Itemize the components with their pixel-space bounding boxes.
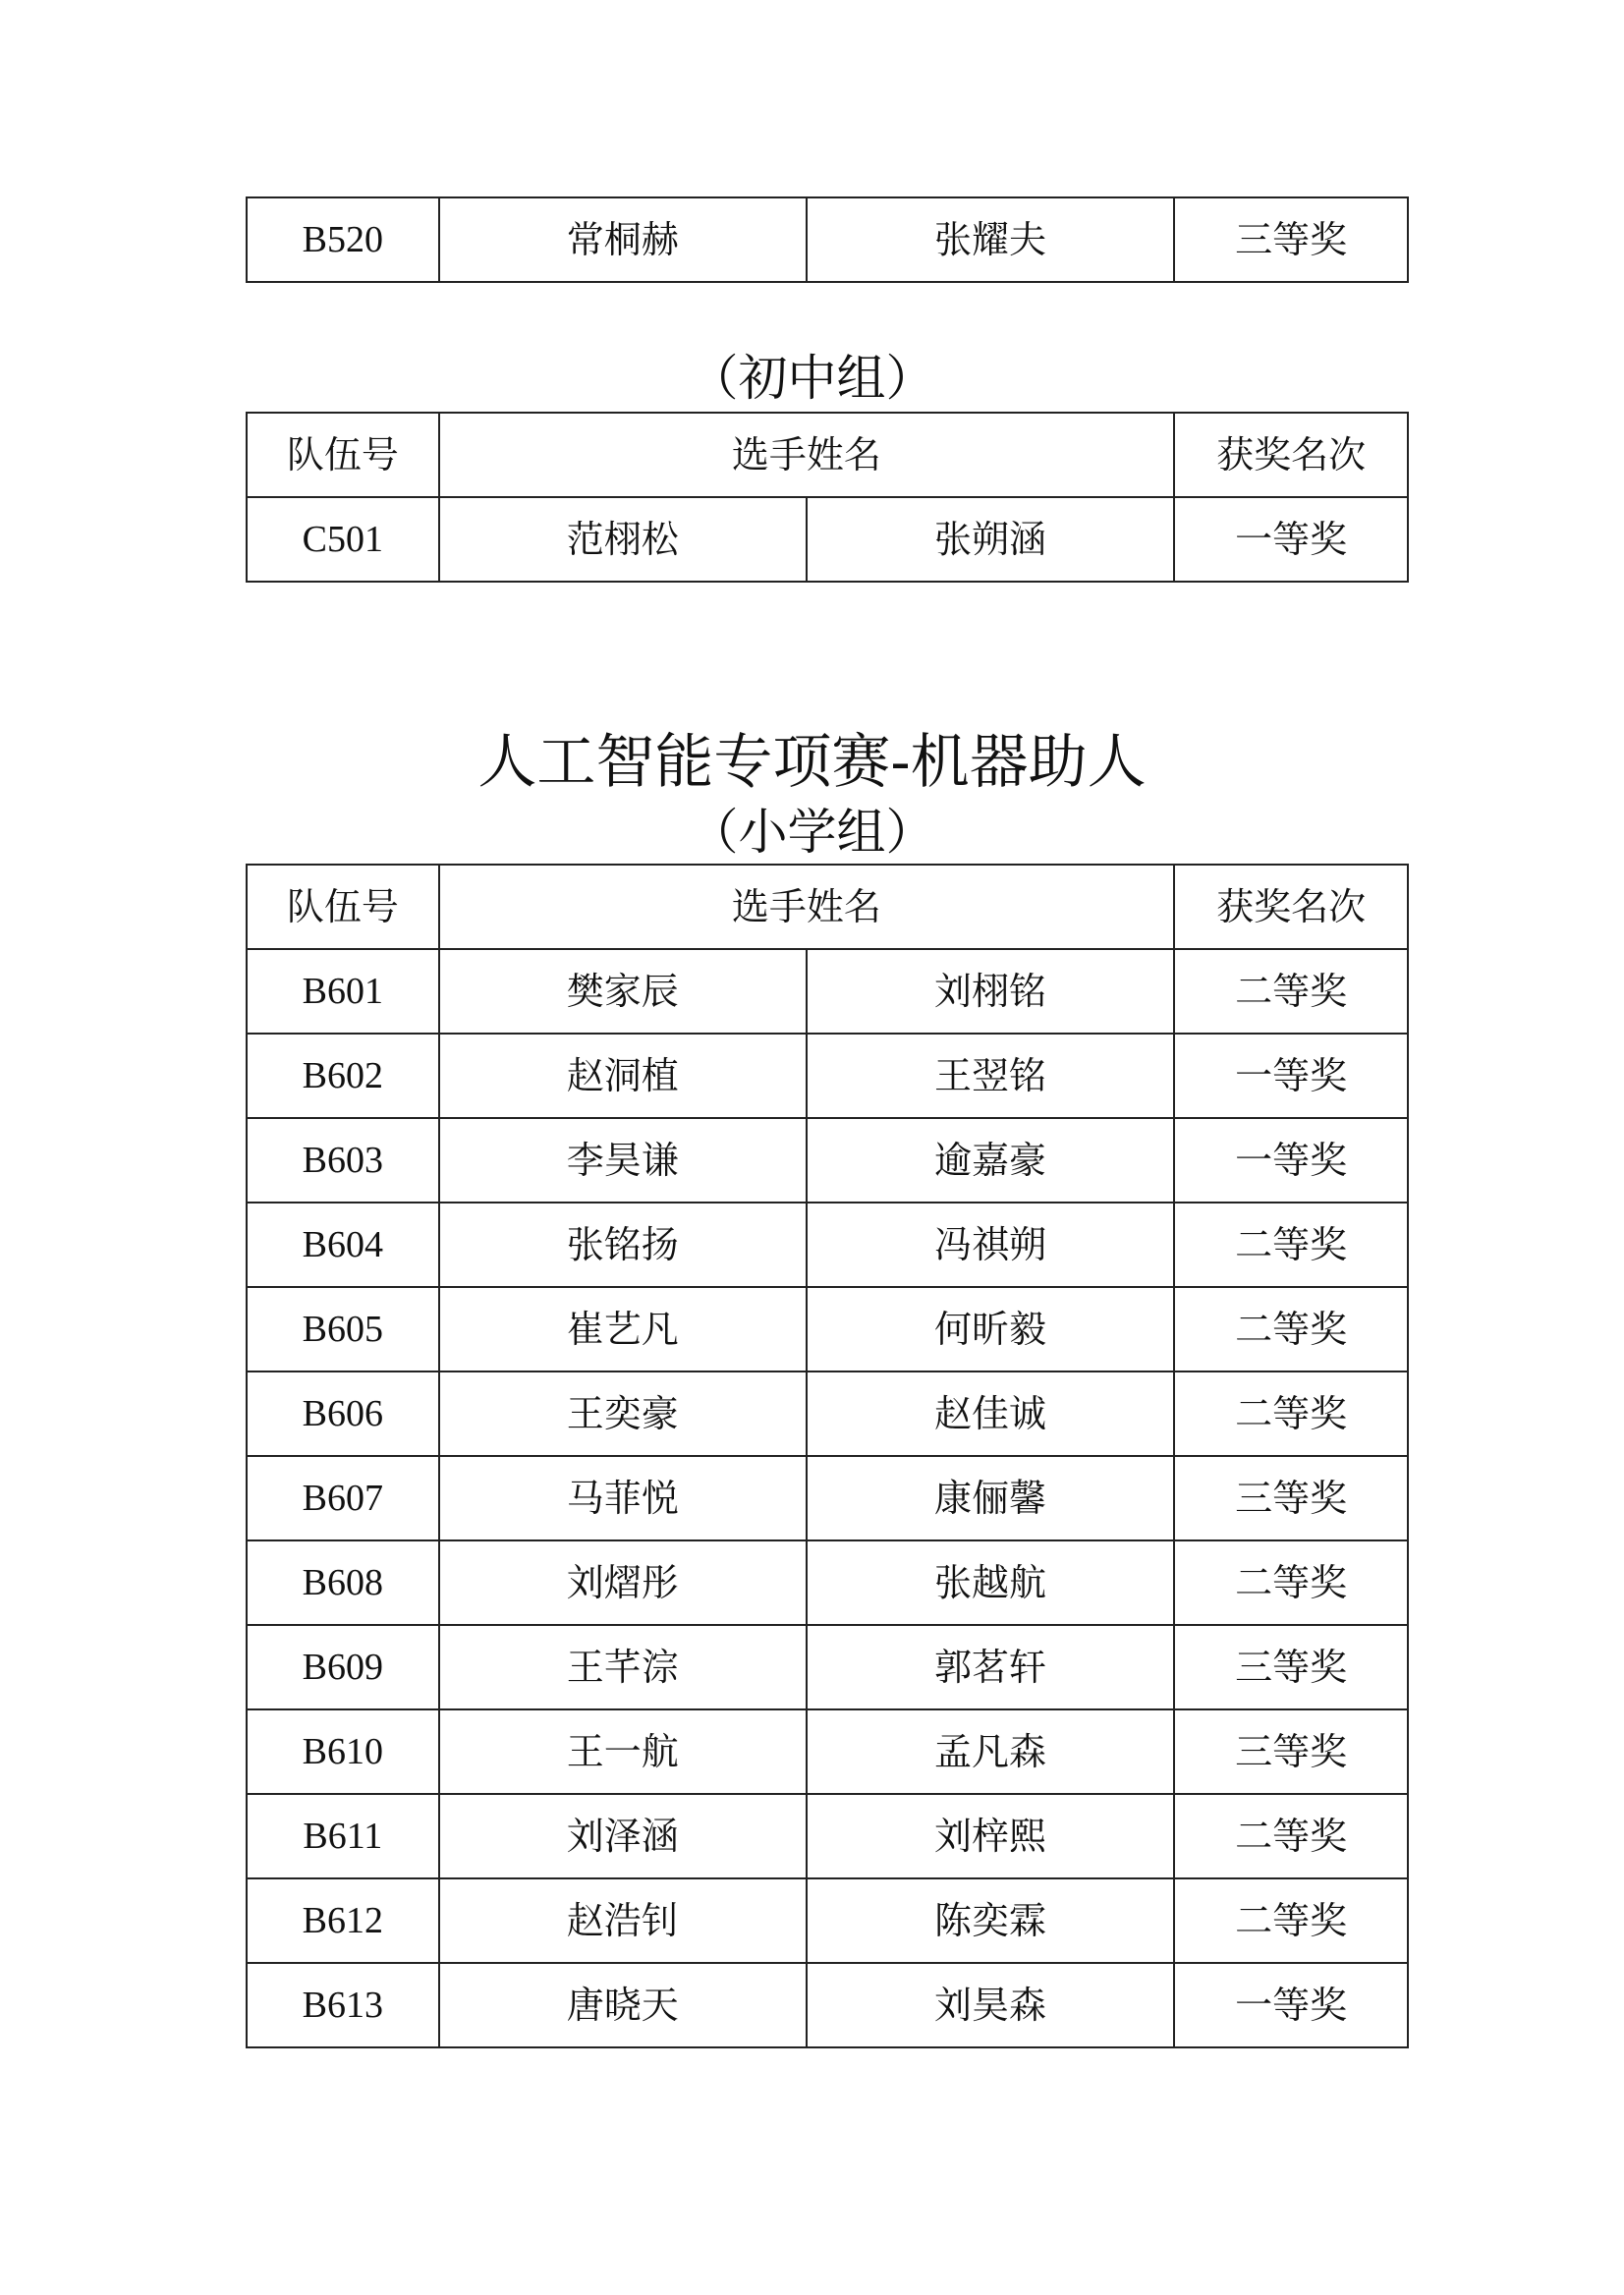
player-name: 赵浩钊 <box>439 1878 807 1963</box>
player-name: 逾嘉豪 <box>807 1118 1174 1203</box>
team-number: B606 <box>247 1371 439 1456</box>
award-rank: 二等奖 <box>1174 949 1408 1034</box>
player-name: 李昊谦 <box>439 1118 807 1203</box>
award-rank: 二等奖 <box>1174 1287 1408 1371</box>
player-name: 赵洞植 <box>439 1034 807 1118</box>
player-name: 马菲悦 <box>439 1456 807 1540</box>
table-row <box>247 1794 1408 1878</box>
table-row <box>247 1878 1408 1963</box>
player-name: 王奕豪 <box>439 1371 807 1456</box>
table-row <box>247 1540 1408 1625</box>
table-row <box>247 949 1408 1034</box>
player-name: 张铭扬 <box>439 1203 807 1287</box>
player-name: 王芊淙 <box>439 1625 807 1709</box>
table-row <box>247 1456 1408 1540</box>
section-title: 人工智能专项赛-机器助人 <box>477 728 1147 797</box>
table-row <box>247 1287 1408 1371</box>
player-name: 刘熠彤 <box>439 1540 807 1625</box>
award-rank: 一等奖 <box>1174 1963 1408 2047</box>
table-row <box>247 497 1408 582</box>
player-name: 范栩松 <box>439 497 807 582</box>
player-name: 孟凡森 <box>807 1709 1174 1794</box>
team-number: B604 <box>247 1203 439 1287</box>
table-row <box>247 1203 1408 1287</box>
team-number: B607 <box>247 1456 439 1540</box>
header-team: 队伍号 <box>247 413 439 497</box>
team-number: B613 <box>247 1963 439 2047</box>
player-name: 崔艺凡 <box>439 1287 807 1371</box>
player-name: 樊家辰 <box>439 949 807 1034</box>
header-players: 选手姓名 <box>439 865 1175 949</box>
table-row <box>247 1625 1408 1709</box>
player-name: 刘泽涵 <box>439 1794 807 1878</box>
table-row <box>247 1118 1408 1203</box>
team-number: B608 <box>247 1540 439 1625</box>
player-name: 张耀夫 <box>807 197 1174 282</box>
team-number: B611 <box>247 1794 439 1878</box>
junior-results-table <box>246 412 1409 583</box>
award-rank: 二等奖 <box>1174 1540 1408 1625</box>
team-number: B520 <box>247 197 439 282</box>
table-row <box>247 1034 1408 1118</box>
player-name: 何昕毅 <box>807 1287 1174 1371</box>
player-name: 张朔涵 <box>807 497 1174 582</box>
header-team: 队伍号 <box>247 865 439 949</box>
player-name: 刘昊森 <box>807 1963 1174 2047</box>
junior-group-subtitle: （初中组） <box>689 350 935 407</box>
team-number: B605 <box>247 1287 439 1371</box>
table-row <box>247 197 1408 282</box>
player-name: 常桐赫 <box>439 197 807 282</box>
team-number: B602 <box>247 1034 439 1118</box>
award-rank: 二等奖 <box>1174 1794 1408 1878</box>
player-name: 刘梓熙 <box>807 1794 1174 1878</box>
award-rank: 二等奖 <box>1174 1878 1408 1963</box>
award-rank: 三等奖 <box>1174 197 1408 282</box>
award-rank: 三等奖 <box>1174 1625 1408 1709</box>
table-header-row <box>247 413 1408 497</box>
table-row <box>247 1709 1408 1794</box>
table-header-row <box>247 865 1408 949</box>
award-rank: 一等奖 <box>1174 497 1408 582</box>
player-name: 刘栩铭 <box>807 949 1174 1034</box>
player-name: 康俪馨 <box>807 1456 1174 1540</box>
team-number: B612 <box>247 1878 439 1963</box>
team-number: B609 <box>247 1625 439 1709</box>
player-name: 冯祺朔 <box>807 1203 1174 1287</box>
player-name: 赵佳诚 <box>807 1371 1174 1456</box>
award-rank: 一等奖 <box>1174 1034 1408 1118</box>
player-name: 王一航 <box>439 1709 807 1794</box>
player-name: 王翌铭 <box>807 1034 1174 1118</box>
player-name: 唐晓天 <box>439 1963 807 2047</box>
team-number: B603 <box>247 1118 439 1203</box>
table-row <box>247 1371 1408 1456</box>
header-award: 获奖名次 <box>1174 865 1408 949</box>
player-name: 张越航 <box>807 1540 1174 1625</box>
team-number: C501 <box>247 497 439 582</box>
award-rank: 三等奖 <box>1174 1456 1408 1540</box>
header-players: 选手姓名 <box>439 413 1175 497</box>
team-number: B610 <box>247 1709 439 1794</box>
award-rank: 二等奖 <box>1174 1203 1408 1287</box>
player-name: 陈奕霖 <box>807 1878 1174 1963</box>
team-number: B601 <box>247 949 439 1034</box>
primary-group-subtitle: （小学组） <box>689 804 935 861</box>
award-rank: 二等奖 <box>1174 1371 1408 1456</box>
player-name: 郭茗轩 <box>807 1625 1174 1709</box>
award-rank: 三等奖 <box>1174 1709 1408 1794</box>
award-rank: 一等奖 <box>1174 1118 1408 1203</box>
primary-results-table <box>246 864 1409 2048</box>
table-row <box>247 1963 1408 2047</box>
header-award: 获奖名次 <box>1174 413 1408 497</box>
continuation-table <box>246 196 1409 283</box>
